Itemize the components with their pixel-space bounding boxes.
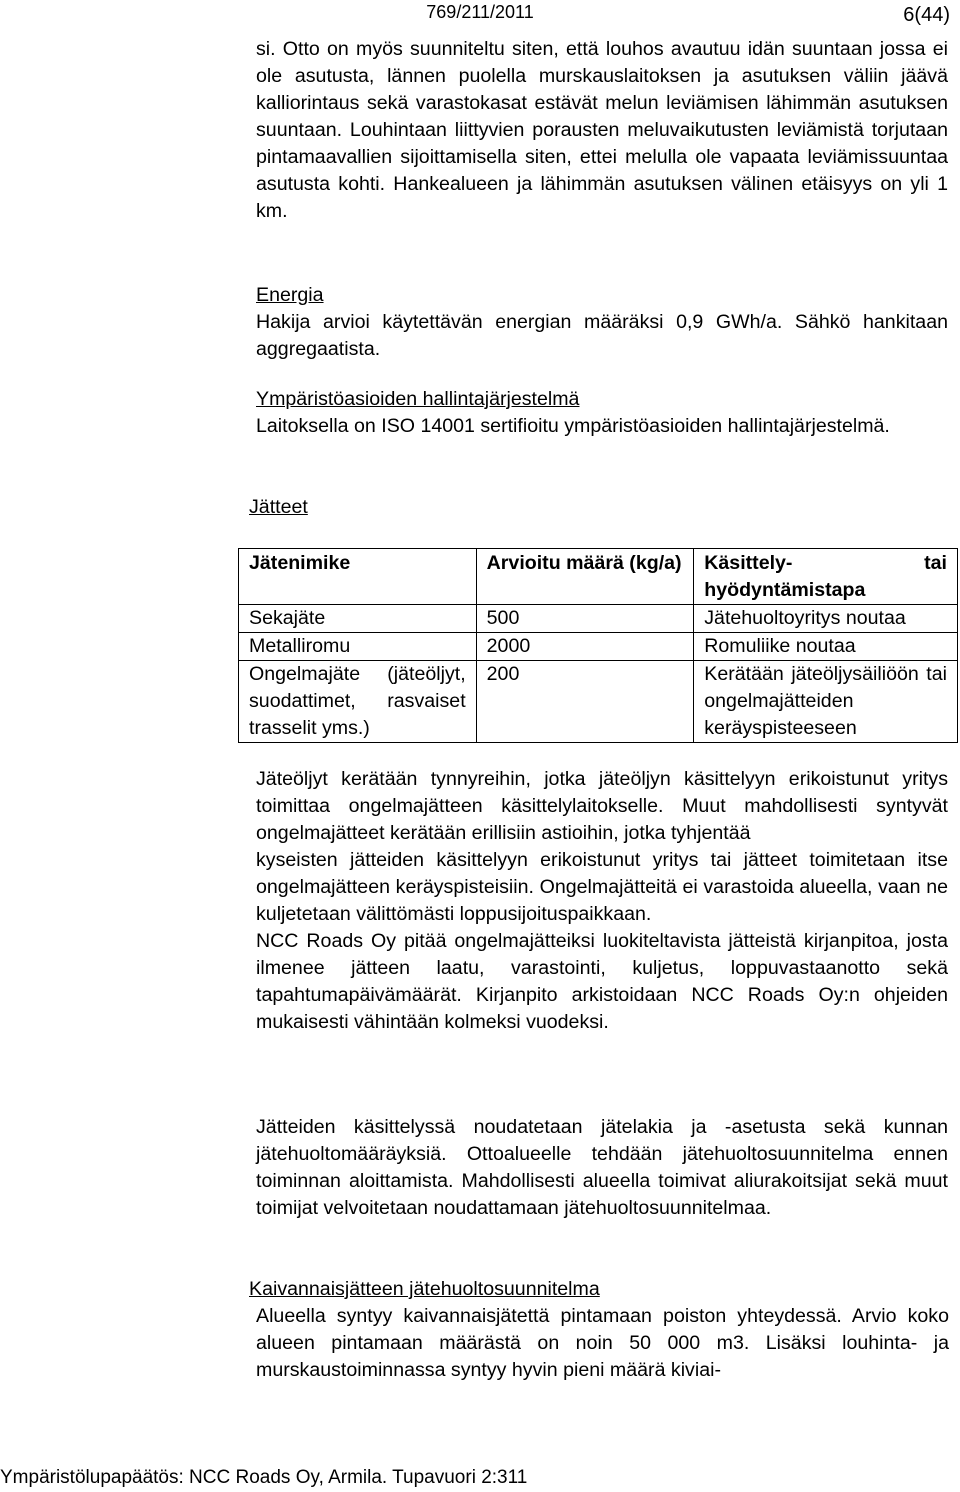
energy-text: Hakija arvioi käytettävän energian määräksi 0,9 GWh/a. Sähkö hankitaan aggregaatista. [256, 311, 948, 360]
column-header-estimated-amount: Arvioitu määrä (kg/a) [476, 549, 694, 605]
energy-section [256, 282, 948, 363]
table-row [239, 633, 958, 661]
cell-amount: 500 [476, 605, 694, 633]
cell-amount: 2000 [476, 633, 694, 661]
cell-waste-name: Metalliromu [239, 633, 477, 661]
table-header-row [239, 549, 958, 605]
cell-amount: 200 [476, 661, 694, 743]
cell-waste-name: Ongelmajäte (jäteöljyt, suodattimet, rasvaiset trasselit yms.) [239, 661, 477, 743]
column-header-waste-name: Jätenimike [239, 549, 477, 605]
environmental-management-text: Laitoksella on ISO 14001 sertifioitu ympäristöasioiden hallintajärjestelmä. [256, 415, 890, 437]
excavation-section [249, 1276, 949, 1384]
document-reference-number: 769/211/2011 [426, 2, 534, 22]
cell-treatment: Kerätään jäteöljysäiliöön tai ongelmajätteiden keräyspisteeseen [694, 661, 958, 743]
table-row [239, 661, 958, 743]
cell-treatment: Jätehuoltoyritys noutaa [694, 605, 958, 633]
intro-paragraph: si. Otto on myös suunniteltu siten, että louhos avautuu idän suuntaan jossa ei ole asutusta, lännen puolella murskauslaitoksen ja asutuksen väliin jäävä kalliorintaus sekä varastokasat estävät melun leviämisen lähimmän asutuksen suuntaan. Louhintaan liittyvien porausten meluvaikutusten leviämistä torjutaan pintamaavallien sijoittamisella siten, ettei melulla ole vapaata leviämissuuntaa asutusta kohti. Hankealueen ja lähimmän asutuksen välinen etäisyys on yli 1 km. [256, 38, 948, 222]
waste-handling-paragraph: Jätteiden käsittelyssä noudatetaan jätelakia ja -asetusta sekä kunnan jätehuoltomääräyksiä. Ottoalueelle tehdään jätehuoltosuunnitelma ennen toiminnan aloittamista. Mahdollisesti alueella toimivat aliurakoitsijat sekä muut toimijat velvoitetaan noudattamaan jätehuoltosuunnitelmaa. [256, 1116, 948, 1219]
cell-waste-name: Sekajäte [239, 605, 477, 633]
waste-paragraph-oil: Jäteöljyt kerätään tynnyreihin, jotka jäteöljyn käsittelyyn erikoistunut yritys toimittaa ongelmajätteen käsittelylaitokselle. Muut mahdollisesti syntyvät ongelmajätteet kerätään erillisiin astioihin, jotka tyhjentää [256, 768, 948, 844]
column-header-treatment-method: Käsittely- tai hyödyntämistapa [694, 549, 958, 605]
page-number: 6(44) [903, 4, 950, 26]
footer-text: Ympäristölupapäätös: NCC Roads Oy, Armila. Tupavuori 2:311 [0, 1467, 528, 1488]
excavation-text: Alueella syntyy kaivannaisjätettä pintamaan poiston yhteydessä. Arvio koko alueen pintamaan määrästä on noin 50 000 m3. Lisäksi louhinta- ja murskaustoiminnassa syntyy hyvin pieni määrä kiviai- [256, 1305, 949, 1381]
environmental-management-heading: Ympäristöasioiden hallintajärjestelmä [256, 388, 580, 410]
waste-table [238, 548, 958, 743]
energy-heading: Energia [256, 284, 324, 306]
environmental-management-section [256, 386, 948, 440]
waste-paragraph-hazardous: kyseisten jätteiden käsittelyyn erikoistunut yritys tai jätteet toimitetaan itse ongelmajätteen keräyspisteisiin. Ongelmajätteitä ei varastoida alueella, vaan ne kuljetetaan välittömästi loppusijoituspaikkaan. [256, 849, 948, 925]
waste-paragraphs [256, 766, 948, 1036]
cell-treatment: Romuliike noutaa [694, 633, 958, 661]
waste-heading: Jätteet [249, 496, 308, 518]
excavation-heading: Kaivannaisjätteen jätehuoltosuunnitelma [249, 1278, 600, 1300]
table-row [239, 605, 958, 633]
waste-paragraph-bookkeeping: NCC Roads Oy pitää ongelmajätteiksi luokiteltavista jätteistä kirjanpitoa, josta ilmenee jätteen laatu, varastointi, kuljetus, loppuvastaanotto sekä tapahtumapäivämäärät. Kirjanpito arkistoidaan NCC Roads Oy:n ohjeiden mukaisesti vähintään kolmeksi vuodeksi. [256, 930, 948, 1033]
